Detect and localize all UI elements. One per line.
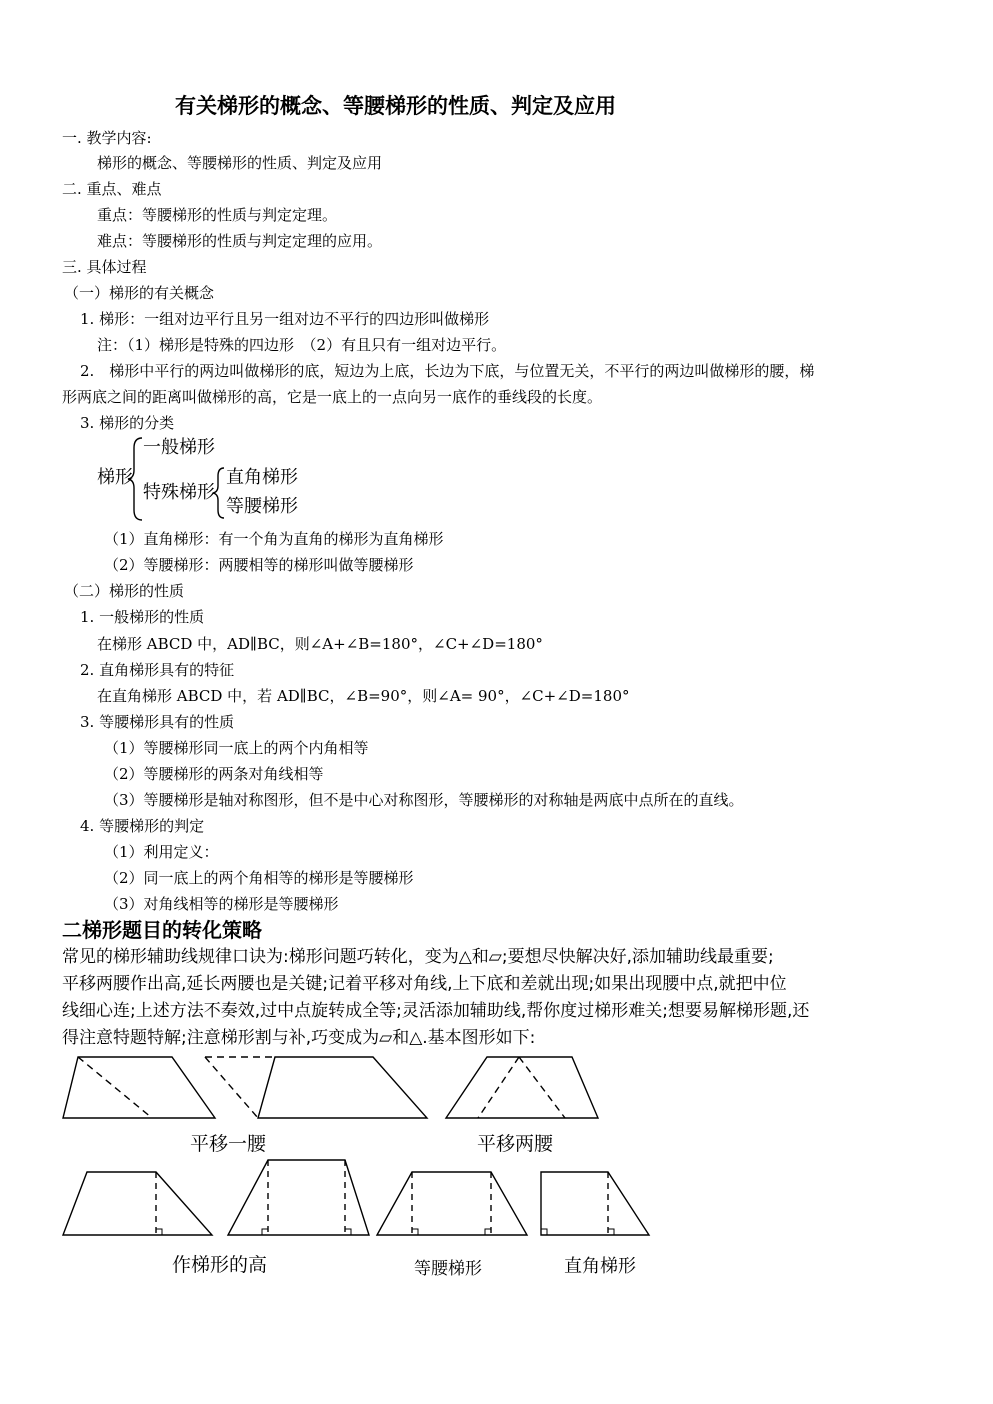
section-heading: 二. 重点、难点 [62, 180, 162, 198]
text-line: 梯形的概念、等腰梯形的性质、判定及应用 [97, 154, 383, 172]
paragraph-line: 常见的梯形辅助线规律口诀为:梯形问题巧转化，变为△和▱;要想尽快解决好,添加辅助线最重要; [62, 947, 774, 967]
class-general: 一般梯形 [143, 437, 215, 458]
text-line: 形两底之间的距离叫做梯形的高，它是一底上的一点向另一底作的垂线段的长度。 [62, 388, 603, 406]
figure-right [541, 1172, 649, 1235]
figure-isosceles [377, 1172, 527, 1235]
text-line: （3）等腰梯形是轴对称图形，但不是中心对称图形，等腰梯形的对称轴是两底中点所在的直线。 [104, 791, 744, 809]
text-line: 在直角梯形 ABCD 中，若 AD∥BC，∠B=90°，则∠A= 90°，∠C+∠D=180° [97, 687, 630, 705]
figure-height-1 [63, 1172, 212, 1235]
text-line: 在梯形 ABCD 中，AD∥BC，则∠A+∠B=180°，∠C+∠D=180° [97, 635, 543, 653]
paragraph-line: 得注意特题特解;注意梯形割与补,巧变成为▱和△.基本图形如下: [62, 1028, 536, 1048]
subsection-heading: （一）梯形的有关概念 [64, 284, 215, 302]
caption-right: 直角梯形 [564, 1256, 636, 1277]
paragraph-line: 线细心连;上述方法不奏效,过中点旋转成全等;灵活添加辅助线,帮你度过梯形难关;想要易解梯形题,还 [62, 1001, 810, 1021]
text-line: 3. 梯形的分类 [80, 414, 175, 432]
paragraph-line: 平移两腰作出高,延长两腰也是关键;记着平移对角线,上下底和差就出现;如果出现腰中点,就把中位 [62, 974, 787, 994]
text-line: 3. 等腰梯形具有的性质 [80, 713, 235, 731]
class-root: 梯形 [97, 467, 133, 488]
text-line: （2）等腰梯形的两条对角线相等 [104, 765, 324, 783]
class-special: 特殊梯形 [143, 482, 215, 503]
page-title: 有关梯形的概念、等腰梯形的性质、判定及应用 [175, 93, 616, 118]
text-line: 2. 梯形中平行的两边叫做梯形的底，短边为上底，长边为下底，与位置无关，不平行的两边叫做梯形的腰，梯 [80, 362, 815, 380]
text-line: 难点：等腰梯形的性质与判定定理的应用。 [97, 232, 383, 250]
subsection-heading: （二）梯形的性质 [64, 582, 185, 600]
section-2-heading: 二梯形题目的转化策略 [62, 918, 262, 942]
figure-translate-leg-2 [205, 1057, 427, 1118]
section-heading: 一. 教学内容: [62, 129, 152, 147]
text-line: 重点：等腰梯形的性质与判定定理。 [97, 206, 338, 224]
figure-translate-two-legs [446, 1057, 598, 1118]
text-line: （1）等腰梯形同一底上的两个内角相等 [104, 739, 369, 757]
text-line: （2）等腰梯形：两腰相等的梯形叫做等腰梯形 [104, 556, 414, 574]
caption-translate-two-legs: 平移两腰 [477, 1133, 554, 1155]
text-line: 1. 一般梯形的性质 [80, 608, 205, 626]
caption-isosceles: 等腰梯形 [414, 1259, 482, 1279]
text-line: （2）同一底上的两个角相等的梯形是等腰梯形 [104, 869, 414, 887]
text-line: 1. 梯形：一组对边平行且另一组对边不平行的四边形叫做梯形 [80, 310, 490, 328]
figure-translate-leg-1 [63, 1057, 215, 1118]
figure-height-2 [228, 1160, 369, 1235]
text-line: 注：（1）梯形是特殊的四边形 （2）有且只有一组对边平行。 [97, 336, 507, 354]
section-heading: 三. 具体过程 [62, 258, 147, 276]
caption-draw-height: 作梯形的高 [172, 1254, 268, 1276]
text-line: 4. 等腰梯形的判定 [80, 817, 205, 835]
text-line: 2. 直角梯形具有的特征 [80, 661, 235, 679]
caption-translate-one-leg: 平移一腰 [190, 1133, 267, 1155]
class-isosceles: 等腰梯形 [226, 496, 298, 517]
text-line: （1）直角梯形：有一个角为直角的梯形为直角梯形 [104, 530, 444, 548]
text-line: （1）利用定义： [104, 843, 219, 861]
class-right: 直角梯形 [226, 467, 298, 488]
text-line: （3）对角线相等的梯形是等腰梯形 [104, 895, 339, 913]
